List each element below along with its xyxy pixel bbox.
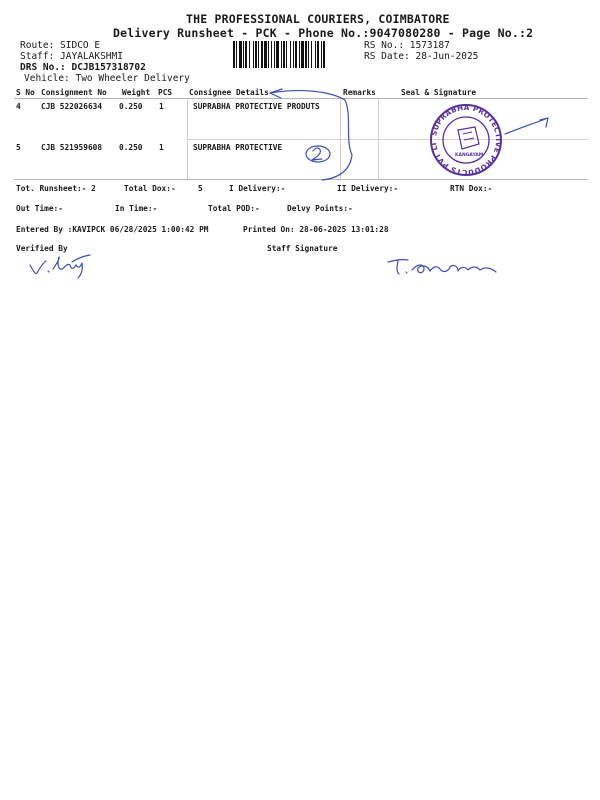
staff-signature — [388, 260, 496, 274]
total-dox-label: Total Dox:- — [124, 184, 176, 193]
total-pod: Total POD:- — [208, 204, 260, 213]
row-consignee: SUPRABHA PROTECTIVE PRODUTS — [193, 102, 320, 111]
row-sno: 4 — [16, 102, 21, 111]
col-header-consignment: Consignment No — [41, 88, 107, 97]
i-delivery: I Delivery:- — [229, 184, 286, 193]
col-header-consignee: Consignee Details — [189, 88, 269, 97]
tot-runsheet: Tot. Runsheet:- 2 — [16, 184, 96, 193]
verified-signature — [30, 255, 90, 278]
row-consignee: SUPRABHA PROTECTIVE — [193, 143, 283, 152]
stamp-ring-text: SUPRABHA PROTECTIVE PRODUCTS PVT LTD — [428, 102, 504, 178]
row-consignment: CJB 521959608 — [41, 143, 103, 152]
pen-bracket-mark — [270, 91, 352, 180]
in-time: In Time:- — [115, 204, 158, 213]
row-weight: 0.250 — [119, 102, 143, 111]
row-sno: 5 — [16, 143, 21, 152]
route-label: Route: SIDCO E — [20, 40, 101, 51]
verified-by-label: Verified By — [16, 244, 68, 253]
pen-digit-mark — [312, 148, 322, 160]
col-header-seal: Seal & Signature — [401, 88, 477, 97]
drs-number: DRS No.: DCJB157318702 — [20, 62, 146, 73]
stamp-inner-text: KANGAYAM — [455, 153, 484, 158]
row-consignment: CJB 522026634 — [41, 102, 103, 111]
delvy-points: Delvy Points:- — [287, 204, 353, 213]
row-weight: 0.250 — [119, 143, 143, 152]
vehicle-label: Vehicle: Two Wheeler Delivery — [24, 73, 190, 84]
ii-delivery: II Delivery:- — [337, 184, 399, 193]
staff-signature-label: Staff Signature — [267, 244, 338, 253]
rs-number: RS No.: 1573187 — [364, 40, 450, 51]
row-pcs: 1 — [159, 102, 164, 111]
company-title: THE PROFESSIONAL COURIERS, COIMBATORE — [186, 12, 450, 26]
entered-by: Entered By :KAVIPCK 06/28/2025 1:00:42 PM — [16, 225, 209, 234]
total-dox-value: 5 — [198, 184, 203, 193]
rtn-dox: RTN Dox:- — [450, 184, 493, 193]
printed-on: Printed On: 28-06-2025 13:01:28 — [243, 225, 389, 234]
runsheet-subtitle: Delivery Runsheet - PCK - Phone No.:9047080280 - Page No.:2 — [113, 26, 534, 40]
row-pcs: 1 — [159, 143, 164, 152]
col-header-sno: S No — [16, 88, 35, 97]
company-stamp — [429, 103, 503, 177]
col-header-weight: Weight — [122, 88, 151, 97]
rs-date: RS Date: 28-Jun-2025 — [364, 51, 479, 62]
pen-tick-mark — [505, 118, 548, 134]
pen-arrow-mark — [270, 89, 282, 98]
col-header-pcs: PCS — [158, 88, 173, 97]
out-time: Out Time:- — [16, 204, 63, 213]
col-header-remarks: Remarks — [343, 88, 376, 97]
staff-label: Staff: JAYALAKSHMI — [20, 51, 123, 62]
